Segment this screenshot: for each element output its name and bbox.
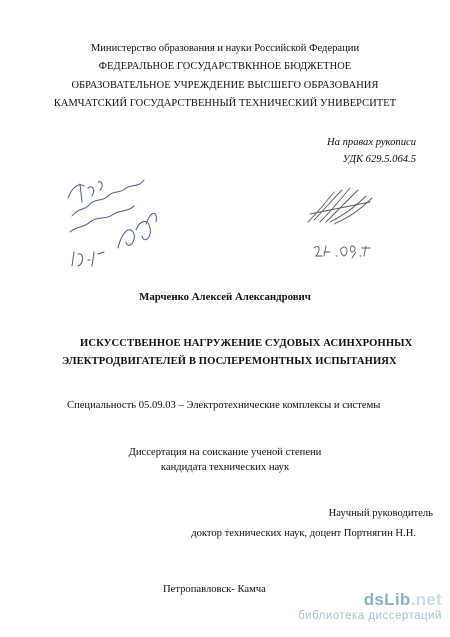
degree-line-1: Диссертация на соискание ученой степени bbox=[128, 447, 322, 458]
dslib-watermark-logo bbox=[364, 590, 442, 610]
dslib-watermark-subtitle: библиотека диссертаций bbox=[298, 610, 442, 622]
watermark-logo-suffix: .net bbox=[410, 590, 442, 609]
watermark-logo-prefix: ds bbox=[363, 590, 385, 609]
supervisor-name: доктор технических наук, доцент Портнягин Н.Н. bbox=[191, 528, 416, 539]
udk-code: УДК 629.5.064.5 bbox=[342, 154, 416, 165]
institution-line-3: ОБРАЗОВАТЕЛЬНОЕ УЧРЕЖДЕНИЕ ВЫСШЕГО ОБРАЗОВАНИЯ bbox=[71, 80, 379, 91]
ministry-line: Министерство образования и науки Российской Федерации bbox=[90, 43, 360, 54]
specialty-line: Специальность 05.09.03 – Электротехнические комплексы и системы bbox=[67, 400, 381, 411]
dissertation-title-line-1: ИСКУССТВЕННОЕ НАГРУЖЕНИЕ СУДОВЫХ АСИНХРОННЫХ bbox=[80, 338, 413, 349]
signature-mark bbox=[300, 182, 390, 232]
supervisor-label: Научный руководитель bbox=[328, 508, 433, 519]
handwritten-date-right bbox=[312, 242, 372, 262]
city-line: Петропавловск- Камча bbox=[163, 584, 266, 595]
degree-line-2: кандидата технических наук bbox=[160, 462, 290, 473]
institution-line-4: КАМЧАТСКИЙ ГОСУДАРСТВЕННЫЙ ТЕХНИЧЕСКИЙ УНИВЕРСИТЕТ bbox=[53, 98, 397, 109]
handwritten-approval-note bbox=[58, 168, 168, 278]
institution-line-2: ФЕДЕРАЛЬНОЕ ГОСУДАРСТВКННОЕ БЮДЖЕТНОЕ bbox=[98, 61, 352, 72]
dissertation-title-line-2: ЭЛЕКТРОДВИГАТЕЛЕЙ В ПОСЛЕРЕМОНТНЫХ ИСПЫТАНИЯХ bbox=[62, 356, 397, 367]
author-name: Марченко Алексей Александрович bbox=[139, 291, 311, 303]
manuscript-rights-label: На правах рукописи bbox=[327, 137, 416, 148]
watermark-logo-mid: Lib bbox=[384, 590, 411, 609]
